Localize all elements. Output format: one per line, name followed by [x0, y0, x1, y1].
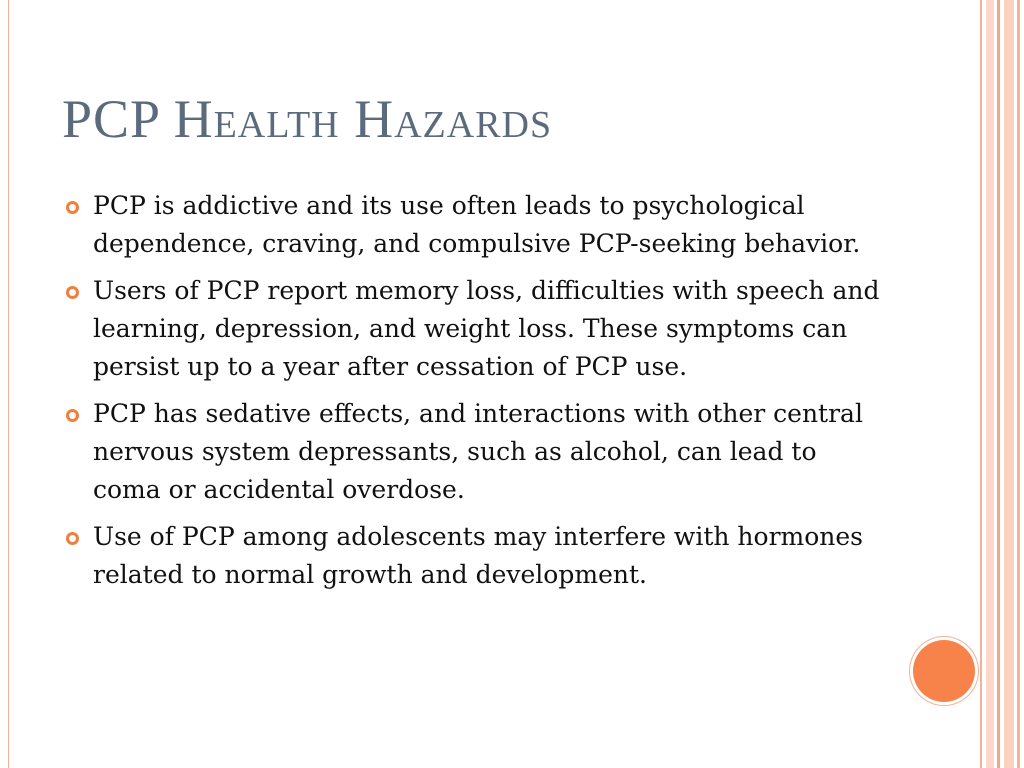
left-frame-line: [8, 0, 9, 768]
bullet-text: Users of PCP report memory loss, difficulties with speech and learning, depression, and weight loss. These symptoms can persist up to a year after cessation of PCP use.: [93, 276, 880, 381]
bullet-text: PCP has sedative effects, and interactions with other central nervous system depressants, such as alcohol, can lead to coma or accidental overdose.: [93, 399, 863, 504]
bullet-ring-icon: [66, 286, 79, 299]
list-item: [62, 395, 892, 509]
decorative-circle: [913, 640, 975, 702]
bullet-ring-icon: [66, 532, 79, 545]
list-item: [62, 518, 892, 594]
bullet-text: PCP is addictive and its use often leads to psychological dependence, craving, and compulsive PCP-seeking behavior.: [93, 191, 861, 258]
bullet-text: Use of PCP among adolescents may interfere with hormones related to normal growth and development.: [93, 522, 864, 589]
list-item: [62, 187, 892, 263]
right-decorative-stripes: [980, 0, 1024, 768]
bullet-ring-icon: [66, 409, 79, 422]
bullet-list: [62, 187, 892, 603]
slide-title: PCP Health Hazards: [62, 89, 553, 149]
list-item: [62, 272, 892, 386]
bullet-ring-icon: [66, 201, 79, 214]
